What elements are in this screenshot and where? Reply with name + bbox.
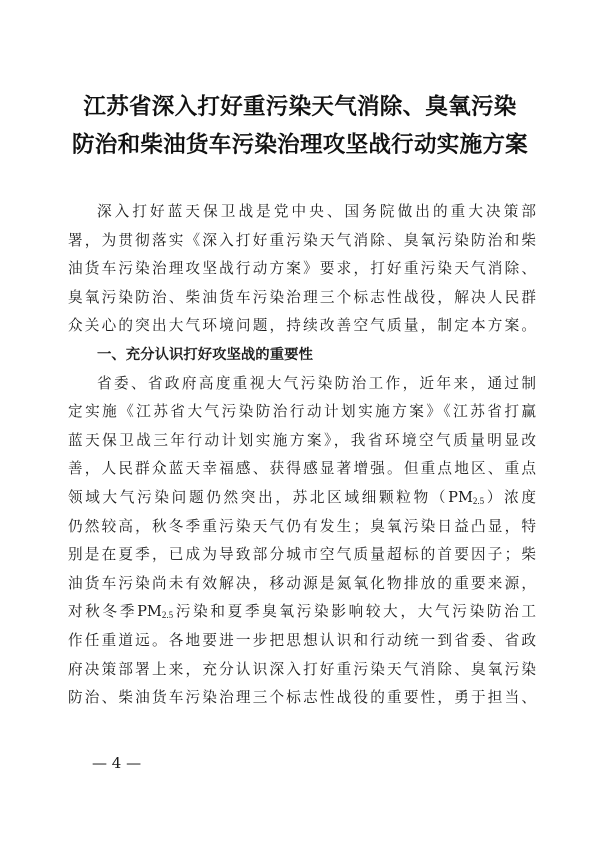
section-line: 仍然较高，秋冬季重污染天气仍有发生；臭氧污染日益凸显，特 [68,517,536,535]
section-line: 善，人民群众蓝天幸福感、获得感显著增强。但重点地区、重点 [68,460,536,478]
section-line: 定实施《江苏省大气污染防治行动计划实施方案》《江苏省打赢 [68,403,536,421]
pm-line-b-after: 污染和夏季臭氧污染影响较大，大气污染防治工 [173,603,536,621]
section-heading: 一、充分认识打好攻坚战的重要性 [97,346,313,363]
pm-line-b-before: 对秋冬季PM [68,603,162,621]
page-number: — 4 — [92,754,142,772]
section-line-pm [68,598,536,627]
section-line: 府决策部署上来，充分认识深入打好重污染天气消除、臭氧污染 [68,660,536,678]
intro-line: 众关心的突出大气环境问题，持续改善空气质量，制定本方案。 [68,317,536,335]
intro-line: 深入打好蓝天保卫战是党中央、国务院做出的重大决策部 [97,203,536,220]
section-line: 省委、省政府高度重视大气污染防治工作，近年来，通过制 [97,374,536,392]
section-line-pm [68,484,536,513]
section-line: 作任重道远。各地要进一步把思想认识和行动统一到省委、省政 [68,631,536,649]
title-line-1: 江苏省深入打好重污染天气消除、臭氧污染 [83,94,517,120]
intro-line: 油货车污染治理攻坚战行动方案》要求，打好重污染天气消除、 [68,260,536,278]
pm-line-a-sub: 2.5 [472,495,485,506]
section-line: 别是在夏季，已成为导致部分城市空气质量超标的首要因子；柴 [68,546,536,564]
title-line-2: 防治和柴油货车污染治理攻坚战行动实施方案 [71,132,528,158]
pm-line-a-after: ）浓度 [484,488,536,506]
intro-line: 署，为贯彻落实《深入打好重污染天气消除、臭氧污染防治和柴 [68,231,536,249]
section-line: 防治、柴油货车污染治理三个标志性战役的重要性，勇于担当、 [68,689,536,707]
section-line: 油货车污染尚未有效解决，移动源是氮氧化物排放的重要来源， [68,574,536,592]
intro-line: 臭氧污染防治、柴油货车污染治理三个标志性战役，解决人民群 [68,288,536,306]
document-body [68,198,536,713]
document-title [60,88,540,164]
pm-line-b-sub: 2.5 [161,610,174,621]
section-line: 蓝天保卫战三年行动计划实施方案》，我省环境空气质量明显改 [68,431,536,449]
pm-line-a-before: 领域大气污染问题仍然突出，苏北区域细颗粒物（PM [68,488,473,506]
